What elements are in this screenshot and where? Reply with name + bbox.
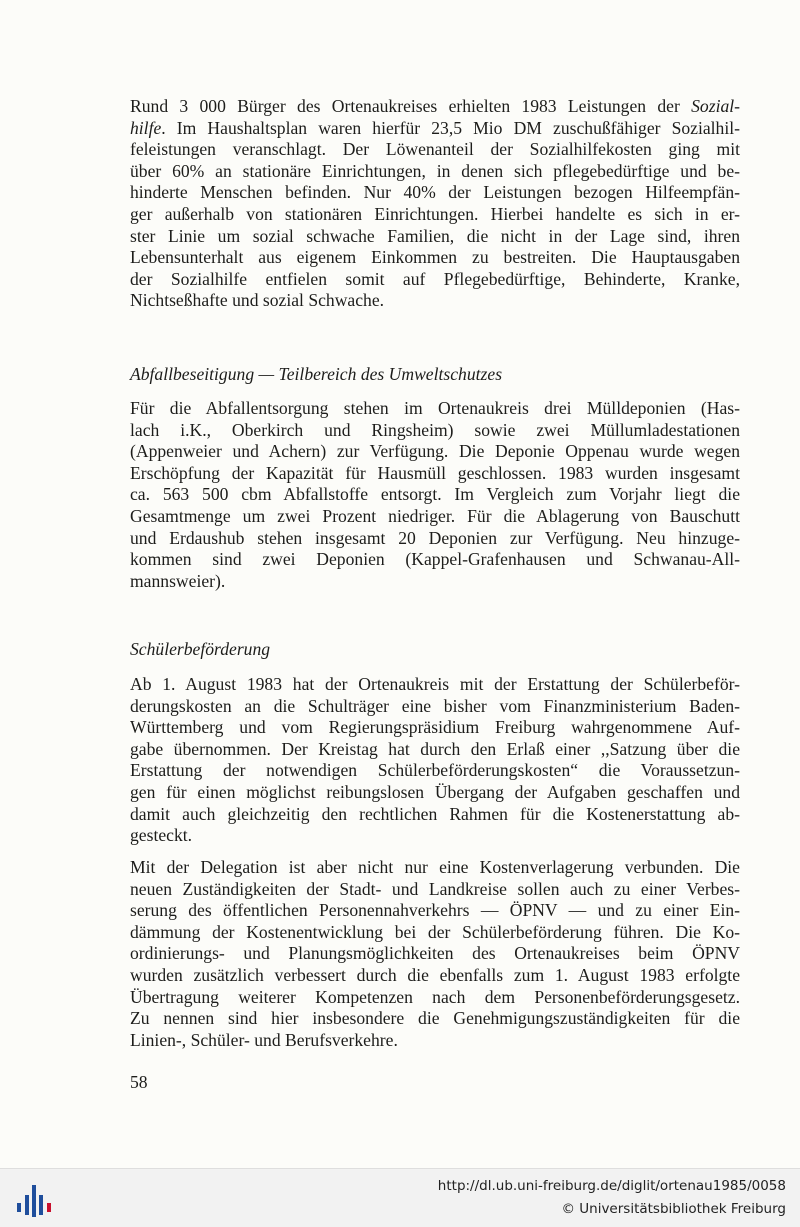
- text-line: gesteckt.: [130, 825, 193, 846]
- text-line: Zu nennen sind hier insbesondere die Genehmigungszuständigkeiten für die: [130, 1008, 740, 1029]
- paragraph-sozialhilfe: [130, 96, 740, 312]
- text-line: neuen Zuständigkeiten der Stadt- und Landkreise sollen auch zu einer Verbes-: [130, 878, 740, 899]
- source-url[interactable]: http://dl.ub.uni-freiburg.de/diglit/ortenau1985/0058: [437, 1178, 786, 1194]
- text-line: Erschöpfung der Kapazität für Hausmüll geschlossen. 1983 wurden insgesamt: [130, 462, 740, 483]
- text-line: über 60% an stationäre Einrichtungen, in denen sich pflegebedürftige und be-: [130, 160, 740, 181]
- page-number: 58: [130, 1072, 148, 1092]
- text-line: Gesamtmenge um zwei Prozent niedriger. Für die Ablagerung von Bauschutt: [130, 505, 740, 526]
- paragraph-abfallbeseitigung: [130, 398, 740, 592]
- text-line: Nichtseßhafte und sozial Schwache.: [130, 290, 385, 311]
- text-line: mannsweier).: [130, 570, 226, 591]
- text-line: lach i.K., Oberkirch und Ringsheim) sowie zwei Müllumladestationen: [130, 419, 740, 440]
- text-line: hilfe. Im Haushaltsplan waren hierfür 23,5 Mio DM zuschußfähiger Sozialhil-: [130, 117, 740, 138]
- text-line: damit auch gleichzeitig den rechtlichen Rahmen für die Kostenerstattung ab-: [130, 803, 740, 824]
- section-heading-schuelerbefoerderung: Schülerbeförderung: [130, 639, 271, 659]
- text-line: serung des öffentlichen Personennahverkehrs — ÖPNV — und zu einer Ein-: [130, 900, 740, 921]
- text-line: gen für einen möglichst reibungslosen Übergang der Aufgaben geschaffen und: [130, 781, 740, 802]
- paragraph-schuelerbefoerderung-2: [130, 857, 740, 1051]
- ub-freiburg-logo-icon: [14, 1181, 54, 1219]
- section-heading-abfallbeseitigung: Abfallbeseitigung — Teilbereich des Umweltschutzes: [130, 364, 503, 384]
- text-line: Erstattung der notwendigen Schülerbeförderungskosten“ die Voraussetzun-: [130, 760, 740, 781]
- text-line: hinderte Menschen befinden. Nur 40% der Leistungen bezogen Hilfeempfän-: [130, 182, 740, 203]
- text-line: kommen sind zwei Deponien (Kappel-Grafenhausen und Schwanau-All-: [130, 549, 740, 570]
- text-line: ca. 563 500 cbm Abfallstoffe entsorgt. Im Vergleich zum Vorjahr liegt die: [130, 484, 740, 505]
- text-line: Lebensunterhalt aus eigenem Einkommen zu bestreiten. Die Hauptausgaben: [130, 247, 740, 268]
- text-line: ster Linie um sozial schwache Familien, die nicht in der Lage sind, ihren: [130, 225, 740, 246]
- text-line: der Sozialhilfe entfielen somit auf Pflegebedürftige, Behinderte, Kranke,: [130, 268, 740, 289]
- text-line: ger außerhalb von stationären Einrichtungen. Hierbei handelte es sich in er-: [130, 203, 740, 224]
- text-line: Mit der Delegation ist aber nicht nur eine Kostenverlagerung verbunden. Die: [130, 857, 740, 877]
- text-line: ordinierungs- und Planungsmöglichkeiten des Ortenaukreises beim ÖPNV: [130, 943, 740, 964]
- text-line: (Appenweier und Achern) zur Verfügung. Die Deponie Oppenau wurde wegen: [130, 441, 740, 462]
- text-line: dämmung der Kostenentwicklung bei der Schülerbeförderung führen. Die Ko-: [130, 921, 740, 942]
- text-line: Für die Abfallentsorgung stehen im Ortenaukreis drei Mülldeponien (Has-: [130, 398, 740, 418]
- footer-bar: [0, 1168, 800, 1227]
- text-line: derungskosten an die Schulträger eine bisher vom Finanzministerium Baden-: [130, 695, 740, 716]
- text-line: Linien-, Schüler- und Berufsverkehre.: [130, 1029, 398, 1050]
- text-line: wurden zusätzlich verbessert durch die ebenfalls zum 1. August 1983 erfolgte: [130, 964, 740, 985]
- text-line: gabe übernommen. Der Kreistag hat durch den Erlaß einer ,,Satzung über die: [130, 738, 740, 759]
- text-line: Württemberg und vom Regierungspräsidium Freiburg wahrgenommene Auf-: [130, 717, 740, 738]
- copyright-notice: © Universitätsbibliothek Freiburg: [561, 1201, 786, 1217]
- text-line: Übertragung weiterer Kompetenzen nach dem Personenbeförderungsgesetz.: [130, 986, 740, 1007]
- paragraph-schuelerbefoerderung-1: [130, 674, 740, 847]
- text-line: und Erdaushub stehen insgesamt 20 Deponien zur Verfügung. Neu hinzuge-: [130, 527, 740, 548]
- text-line: Rund 3 000 Bürger des Ortenaukreises erhielten 1983 Leistungen der Sozial-: [130, 96, 740, 116]
- text-line: feleistungen veranschlagt. Der Löwenanteil der Sozialhilfekosten ging mit: [130, 139, 740, 160]
- text-line: Ab 1. August 1983 hat der Ortenaukreis mit der Erstattung der Schülerbeför-: [130, 674, 740, 694]
